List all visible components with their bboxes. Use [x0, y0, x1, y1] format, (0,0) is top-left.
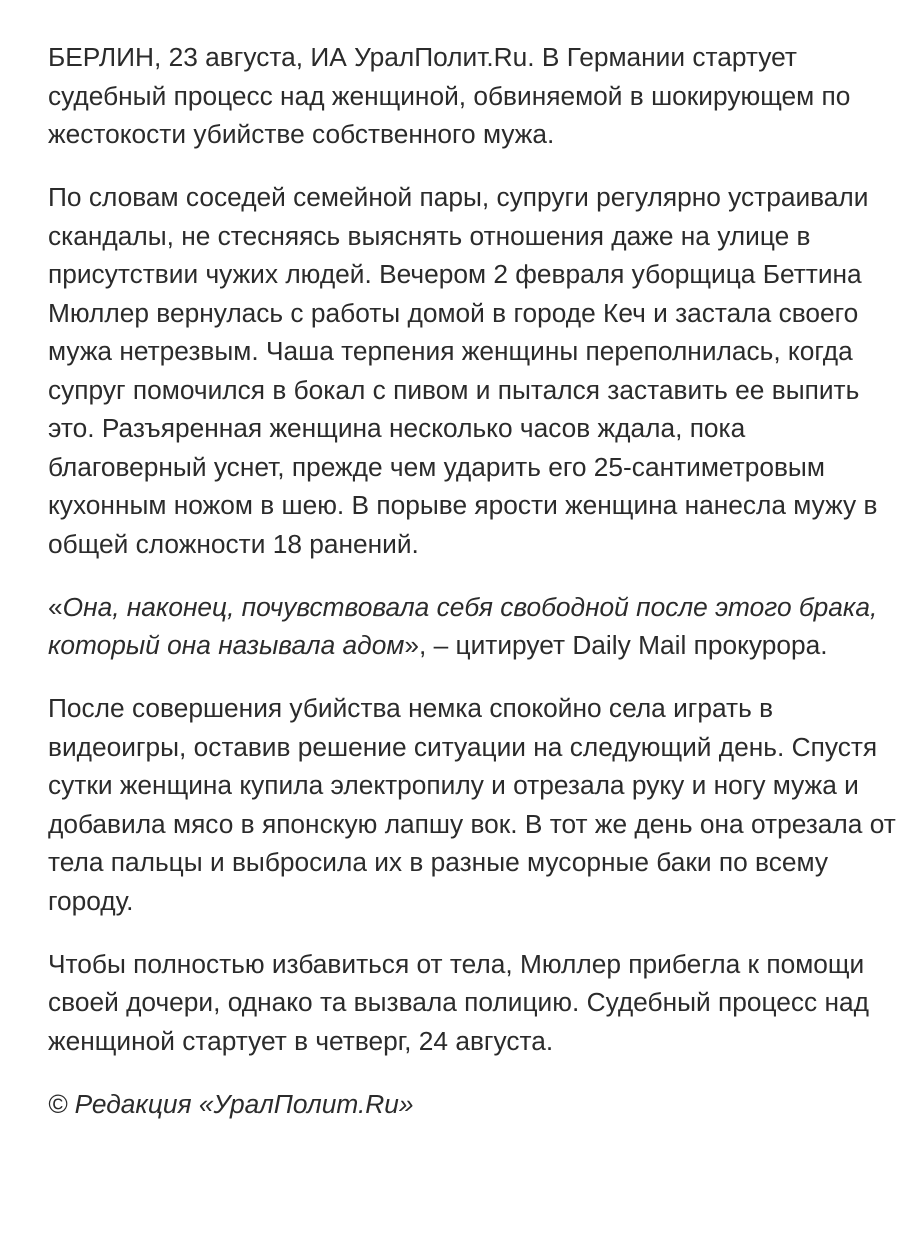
- quote-text: Она, наконец, почувствовала себя свободной после этого брака, который она называла адом: [48, 591, 878, 660]
- article-quote-paragraph: [48, 588, 896, 665]
- article-paragraph-neighbors: По словам соседей семейной пары, супруги регулярно устраивали скандалы, не стесняясь выяснять отношения даже на улице в присутствии чужих людей. Вечером 2 февраля уборщица Беттина Мюллер вернулась с работы домой в городе Кеч и застала своего мужа нетрезвым. Чаша терпения женщины переполнилась, когда супруг помочился в бокал с пивом и пытался заставить ее выпить это. Разъяренная женщина несколько часов ждала, пока благоверный уснет, прежде чем ударить его 25-сантиметровым кухонным ножом в шею. В порыве ярости женщина нанесла мужу в общей сложности 18 ранений.: [48, 182, 878, 559]
- article-body: [48, 38, 896, 1148]
- article-paragraph-aftermath: После совершения убийства немка спокойно села играть в видеоигры, оставив решение ситуации на следующий день. Спустя сутки женщина купила электропилу и отрезала руку и ногу мужа и добавила мясо в японскую лапшу вок. В тот же день она отрезала от тела пальцы и выбросила их в разные мусорные баки по всему городу.: [48, 693, 896, 916]
- article-paragraph-trial: Чтобы полностью избавиться от тела, Мюллер прибегла к помощи своей дочери, однако та вызвала полицию. Судебный процесс над женщиной стартует в четверг, 24 августа.: [48, 948, 869, 1056]
- copyright-line: © Редакция «УралПолит.Ru»: [48, 1088, 414, 1119]
- quote-attribution: , – цитирует Daily Mail прокурора.: [419, 630, 828, 660]
- quote-open-mark: «: [48, 591, 63, 622]
- quote-close-mark: »: [404, 630, 419, 660]
- article-lead-paragraph: БЕРЛИН, 23 августа, ИА УралПолит.Ru. В Германии стартует судебный процесс над женщиной, обвиняемой в шокирующем по жестокости убийстве собственного мужа.: [48, 42, 851, 149]
